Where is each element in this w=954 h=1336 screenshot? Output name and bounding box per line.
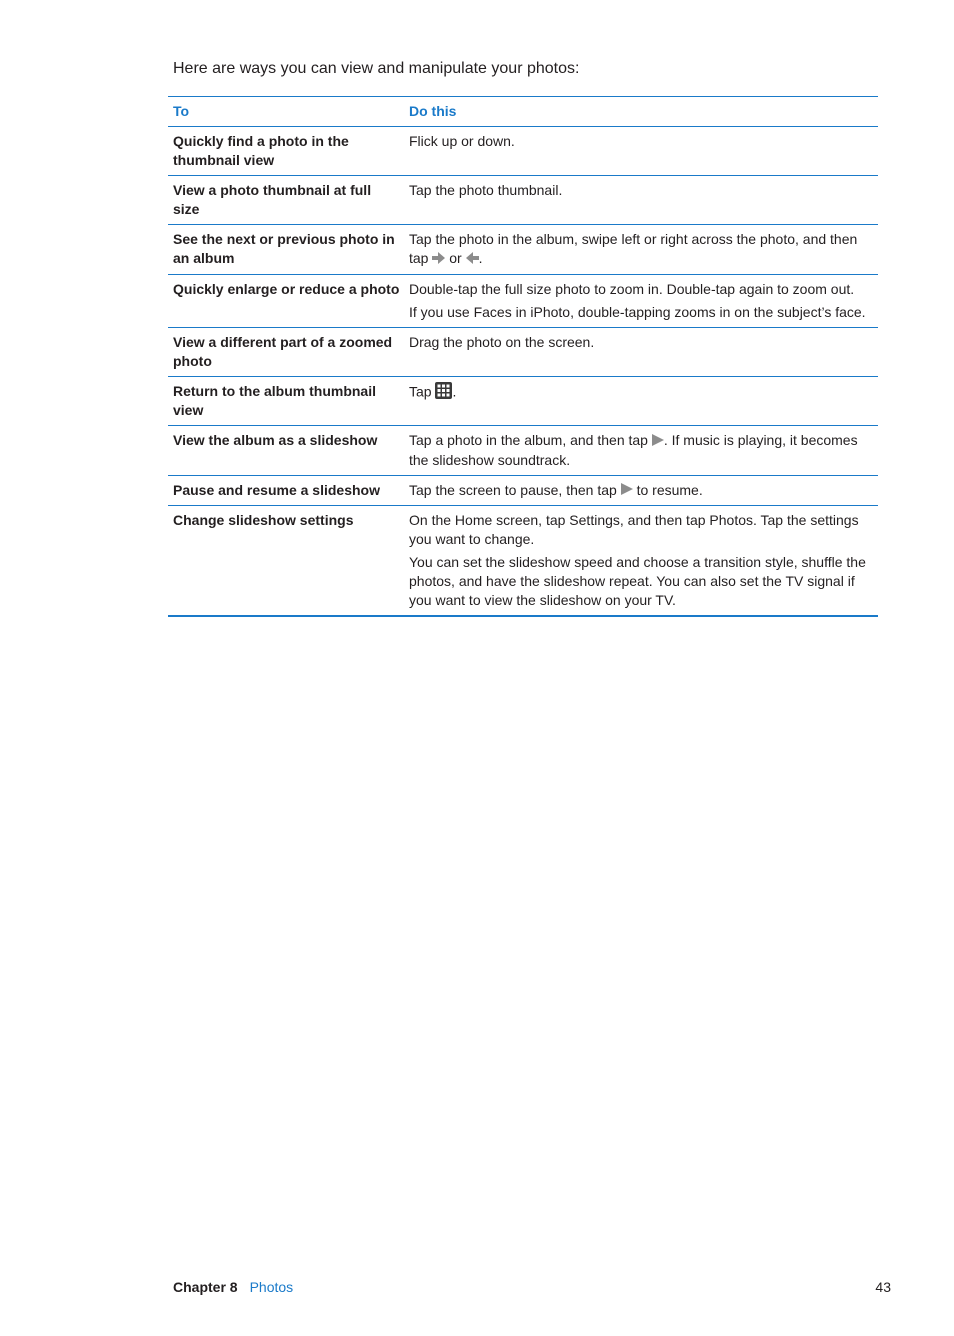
action-label: Pause and resume a slideshow bbox=[173, 481, 380, 498]
table-row bbox=[168, 376, 878, 425]
actions-table bbox=[168, 96, 878, 617]
play-icon bbox=[652, 432, 664, 451]
action-description: Tap . bbox=[404, 377, 878, 425]
table-row bbox=[168, 126, 878, 175]
column-header-do-this: Do this bbox=[409, 103, 457, 119]
table-row bbox=[168, 274, 878, 327]
table-row bbox=[168, 175, 878, 224]
action-description: On the Home screen, tap Settings, and then tap Photos. Tap the settings you want to change. You can set the slideshow speed and choose a transition style, shuffle the photos, and have the slideshow repeat. You can also set the TV signal if you want to view the slideshow on your TV. bbox=[409, 512, 866, 609]
next-arrow-icon bbox=[432, 250, 445, 269]
table-header-row bbox=[168, 97, 878, 126]
action-label: View a photo thumbnail at full size bbox=[173, 182, 372, 217]
action-description: Flick up or down. bbox=[409, 133, 515, 149]
action-label: Change slideshow settings bbox=[173, 512, 354, 529]
play-icon bbox=[621, 481, 633, 500]
table-row bbox=[168, 505, 878, 615]
action-label: View the album as a slideshow bbox=[173, 431, 378, 448]
action-description: Tap a photo in the album, and then tap . If music is playing, it becomes the slideshow soundtrack. bbox=[409, 431, 858, 468]
action-label: View a different part of a zoomed photo bbox=[173, 333, 393, 369]
chapter-name-link[interactable]: Photos bbox=[249, 1279, 294, 1295]
action-label: Quickly enlarge or reduce a photo bbox=[173, 280, 400, 297]
table-row bbox=[168, 224, 878, 274]
action-label: See the next or previous photo in an album bbox=[173, 231, 395, 266]
table-row bbox=[168, 327, 878, 376]
action-description: Double-tap the full size photo to zoom in. Double-tap again to zoom out. If you use Faces in iPhoto, double-tapping zooms in on the subject’s face. bbox=[409, 280, 866, 320]
action-description: Tap the screen to pause, then tap to resume. bbox=[404, 476, 878, 506]
action-description: Tap the photo in the album, swipe left or right across the photo, and then tap or . bbox=[404, 225, 878, 274]
chapter-number: Chapter 8 bbox=[173, 1279, 238, 1295]
table-row bbox=[168, 425, 878, 475]
intro-text: Here are ways you can view and manipulate your photos: bbox=[173, 60, 580, 77]
column-header-to: To bbox=[173, 103, 190, 119]
action-description: Drag the photo on the screen. bbox=[409, 333, 595, 350]
footer-chapter bbox=[173, 1279, 293, 1295]
action-label: Quickly find a photo in the thumbnail view bbox=[173, 133, 349, 168]
table-row bbox=[168, 475, 878, 506]
thumbnail-grid-icon bbox=[435, 382, 452, 404]
action-description: Tap the photo thumbnail. bbox=[409, 182, 563, 198]
page-number: 43 bbox=[875, 1279, 891, 1295]
action-label: Return to the album thumbnail view bbox=[173, 382, 376, 418]
previous-arrow-icon bbox=[466, 250, 479, 269]
